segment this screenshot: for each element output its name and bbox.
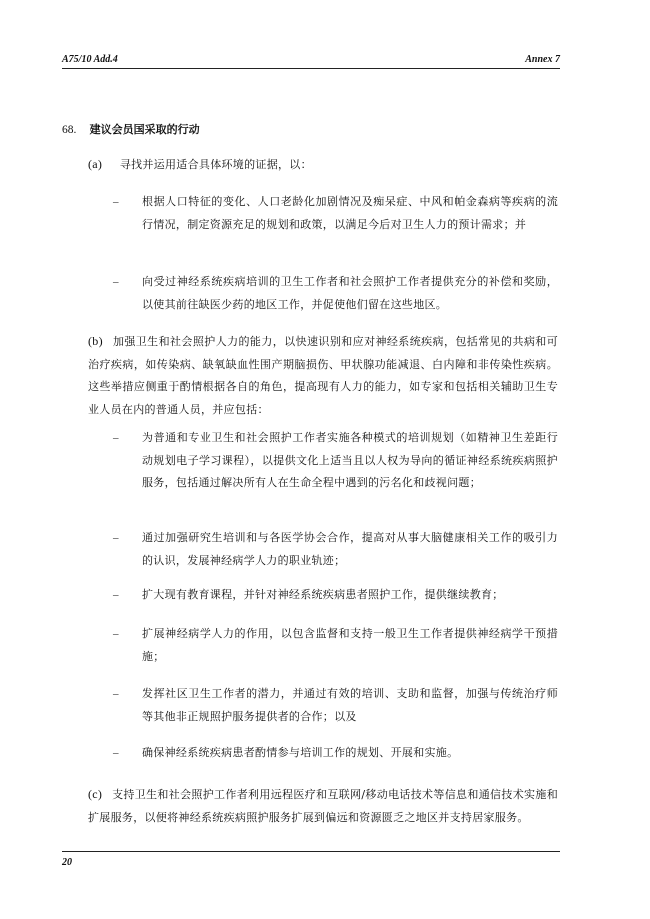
bullet-dash: – <box>113 589 119 601</box>
bullet-dash: – <box>113 276 119 288</box>
paragraph-a-label: (a) <box>88 157 103 171</box>
bullet-dash: – <box>113 432 119 444</box>
list-item <box>113 427 558 495</box>
section-heading <box>62 121 200 137</box>
bullet-dash: – <box>113 532 119 544</box>
list-item-text: 为普通和专业卫生和社会照护工作者实施各种模式的培训规划（如精神卫生差距行动规划电子学习课程），以提供文化上适当且以人权为导向的循证神经系统疾病照护服务，包括通过解决所有人在生命全程中遇到的污名化和歧视问题； <box>142 431 558 489</box>
list-item-text: 扩大现有教育课程，并针对神经系统疾病患者照护工作，提供继续教育； <box>142 588 504 601</box>
section-number: 68. <box>62 124 77 136</box>
page-footer <box>62 851 560 872</box>
bullet-dash: – <box>113 747 119 759</box>
list-item <box>113 683 558 728</box>
bullet-dash: – <box>113 196 119 208</box>
list-item <box>113 584 558 607</box>
page-header <box>62 50 560 69</box>
paragraph-b-label: (b) <box>88 334 103 348</box>
list-item-text: 发挥社区卫生工作者的潜力，并通过有效的培训、支助和监督，加强与传统治疗师等其他非正规照护服务提供者的合作；以及 <box>142 687 558 723</box>
list-item-text: 通过加强研究生培训和与各医学协会合作，提高对从事大脑健康相关工作的吸引力的认识，发展神经病学人力的职业轨迹； <box>142 531 558 567</box>
paragraph-b-text: 加强卫生和社会照护人力的能力，以快速识别和应对神经系统疾病，包括常见的共病和可治疗疾病，如传染病、缺氧缺血性围产期脑损伤、甲状腺功能减退、白内障和非传染性疾病。这些举措应侧重于酌情根据各自的角色，提高现有人力的能力，如专家和包括相关辅助卫生专业人员在内的普通人员，并应包括： <box>88 335 559 416</box>
bullet-dash: – <box>113 628 119 640</box>
paragraph-b <box>88 330 558 421</box>
list-item <box>113 527 558 572</box>
list-item-text: 扩展神经病学人力的作用，以包含监督和支持一般卫生工作者提供神经病学干预措施； <box>142 627 558 663</box>
list-item <box>113 191 558 236</box>
paragraph-c-text: 支持卫生和社会照护工作者利用远程医疗和互联网/移动电话技术等信息和通信技术实施和扩展服务，以便将神经系统疾病照护服务扩展到偏远和资源匮乏之地区并支持居家服务。 <box>88 788 558 824</box>
annex-label: Annex 7 <box>525 54 560 65</box>
document-code: A75/10 Add.4 <box>62 54 118 65</box>
page-number: 20 <box>62 857 72 868</box>
bullet-dash: – <box>113 688 119 700</box>
paragraph-a <box>88 153 558 177</box>
paragraph-c-label: (c) <box>88 787 103 801</box>
list-item <box>113 623 558 668</box>
list-item-text: 向受过神经系统疾病培训的卫生工作者和社会照护工作者提供充分的补偿和奖励，以使其前往缺医少药的地区工作，并促使他们留在这些地区。 <box>142 275 558 311</box>
list-item <box>113 271 558 316</box>
list-item-text: 根据人口特征的变化、人口老龄化加剧情况及痴呆症、中风和帕金森病等疾病的流行情况，制定资源充足的规划和政策，以满足今后对卫生人力的预计需求；并 <box>142 195 558 231</box>
paragraph-c <box>88 783 558 829</box>
paragraph-a-text: 寻找并运用适合具体环境的证据，以： <box>119 158 312 171</box>
list-item <box>113 742 558 765</box>
section-title: 建议会员国采取的行动 <box>89 123 200 136</box>
list-item-text: 确保神经系统疾病患者酌情参与培训工作的规划、开展和实施。 <box>142 746 459 759</box>
